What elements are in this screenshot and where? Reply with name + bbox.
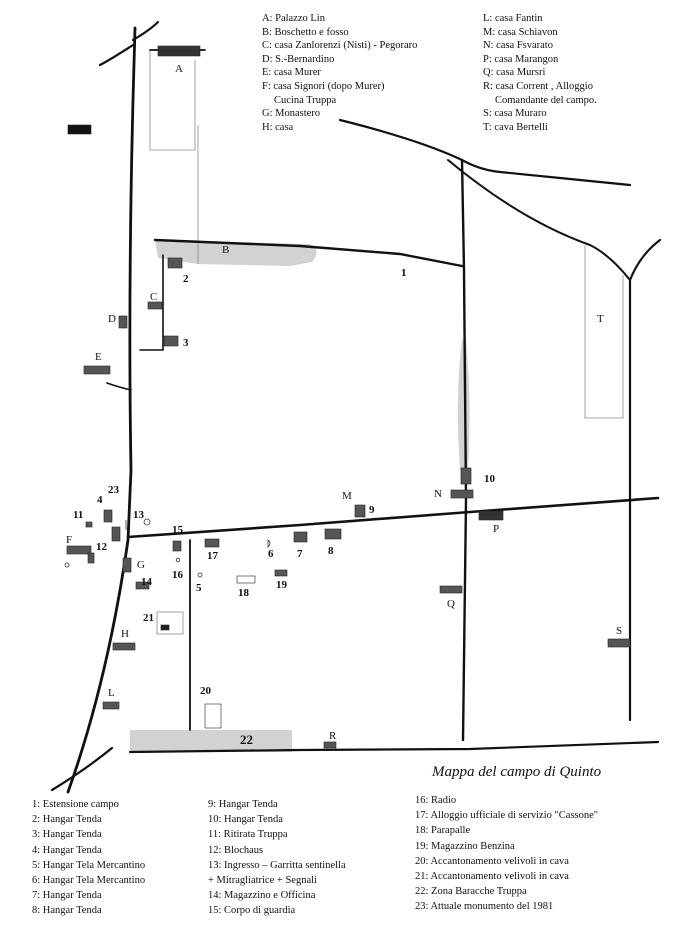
- map-label-21: 21: [143, 612, 154, 624]
- map-label-5: 5: [196, 582, 202, 594]
- map-label-7: 7: [297, 548, 303, 560]
- legend-entry: 9: Hangar Tenda: [208, 799, 278, 810]
- legend-entry: L: casa Fantin: [483, 13, 543, 24]
- map-label-3: 3: [183, 337, 189, 349]
- building-18: [237, 576, 255, 583]
- map-label-n: N: [434, 488, 442, 500]
- building-4: [104, 510, 112, 522]
- legend-entry: 2: Hangar Tenda: [32, 814, 102, 826]
- map-label-c: C: [150, 291, 158, 303]
- building-20: [205, 704, 221, 728]
- legend-entry: H: casa: [262, 121, 294, 133]
- building-l: [103, 702, 119, 709]
- legend-entry: N: casa Fsvarato: [483, 40, 553, 52]
- map-label-g: G: [137, 559, 145, 571]
- building-p: [479, 511, 503, 520]
- legend-entry: F: casa Signori (dopo Murer): [262, 80, 385, 92]
- building-15: [173, 541, 181, 551]
- map-label-6: 6: [268, 548, 274, 560]
- map-label-12: 12: [96, 541, 107, 553]
- map-label-h: H: [121, 628, 129, 640]
- legend-entry: 12: Blochaus: [208, 844, 264, 856]
- outline-cava-21: [157, 612, 183, 634]
- legend-entry: E: casa Murer: [262, 67, 321, 79]
- map-label-b: B: [222, 244, 230, 256]
- building-2: [168, 258, 182, 268]
- map-label-13: 13: [133, 509, 144, 521]
- building-3: [164, 336, 178, 346]
- legend-entry: 17: Alloggio ufficiale di servizio "Cassone": [415, 810, 599, 822]
- map-label-p: P: [493, 523, 500, 535]
- thin-outlines: [150, 50, 623, 634]
- building-c: [148, 302, 162, 309]
- legend-entry: C: casa Zanlorenzi (Nisti) - Pegoraro: [262, 40, 418, 52]
- building-12: [112, 527, 120, 541]
- legend-entry: 4: Hangar Tenda: [32, 844, 102, 856]
- marker-13: [144, 519, 150, 525]
- legend-entry: 22: Zona Baracche Truppa: [415, 886, 527, 898]
- building-r: [324, 742, 336, 748]
- legend-entry: 14: Magazzino e Officina: [208, 890, 316, 902]
- map-label-r: R: [329, 730, 337, 742]
- legend-entry: P: casa Marangon: [483, 53, 559, 65]
- map-labels: [66, 63, 622, 747]
- legend-entry: 3: Hangar Tenda: [32, 829, 102, 841]
- letter-legend-right: [483, 12, 597, 134]
- map-label-22: 22: [240, 732, 253, 747]
- legend-entry: 13: Ingresso – Garritta sentinella: [208, 859, 346, 871]
- legend-entry: 21: Accantonamento velivoli in cava: [415, 871, 569, 883]
- building-e: [84, 366, 110, 374]
- legend-entry: G: Monastero: [262, 108, 321, 120]
- roads: [52, 22, 660, 792]
- marker-6: [268, 540, 270, 547]
- legend-entry: 6: Hangar Tela Mercantino: [32, 875, 146, 887]
- building-11: [86, 522, 92, 527]
- building-7: [294, 532, 307, 542]
- number-legend-col2: [208, 797, 346, 919]
- legend-entry: 1: Estensione campo: [32, 799, 119, 810]
- building-21: [161, 625, 169, 630]
- road-central-east: [128, 498, 658, 537]
- road-west-top-left: [100, 45, 133, 65]
- building-10: [461, 468, 471, 484]
- legend-entry: A: Palazzo Lin: [262, 13, 325, 24]
- map-label-t: T: [597, 313, 604, 325]
- number-legend-col3: [415, 793, 598, 915]
- legend-entry: Q: casa Mursri: [483, 67, 546, 79]
- building-q: [440, 586, 462, 593]
- building-8: [325, 529, 341, 539]
- number-legend-col1: [32, 797, 145, 919]
- map-label-17: 17: [207, 550, 218, 562]
- outline-cava-bertelli: [585, 245, 623, 418]
- map-label-1: 1: [401, 267, 407, 279]
- legend-entry: Comandante del campo.: [495, 94, 597, 106]
- legend-entry: 7: Hangar Tenda: [32, 890, 102, 902]
- legend-entry: 15: Corpo di guardia: [208, 905, 296, 917]
- map-label-m: M: [342, 490, 352, 502]
- legend-entry: R: casa Corrent , Alloggio: [483, 80, 593, 92]
- building-m: [355, 505, 365, 517]
- marker-16: [176, 558, 180, 562]
- road-west-main: [68, 28, 135, 792]
- map-label-4: 4: [97, 494, 103, 506]
- legend-entry: 5: Hangar Tela Mercantino: [32, 859, 146, 871]
- legend-entry: 18: Parapalle: [415, 825, 471, 837]
- buildings: [67, 46, 630, 748]
- building-unlabeled-nw: [68, 125, 91, 134]
- map-label-18: 18: [238, 587, 249, 599]
- map-label-9: 9: [369, 504, 375, 516]
- map-label-s: S: [616, 625, 623, 637]
- outline-palazzo-lin: [150, 50, 195, 150]
- map-label-l: L: [108, 687, 115, 699]
- map-title: Mappa del campo di Quinto: [432, 764, 602, 780]
- shaded-area-baracche: [130, 730, 292, 752]
- road-east-branch-left: [590, 245, 630, 280]
- map-label-10: 10: [484, 473, 495, 485]
- building-g: [123, 558, 131, 572]
- legend-entry: 8: Hangar Tenda: [32, 905, 102, 917]
- map-label-e: E: [95, 351, 102, 363]
- building-h: [113, 643, 135, 650]
- legend-entry: + Mitragliatrice + Segnali: [208, 875, 317, 887]
- road-northeast-1: [448, 160, 590, 245]
- map-label-14: 14: [141, 576, 152, 588]
- road-e-spur: [107, 383, 131, 390]
- building-a: [158, 46, 200, 56]
- legend-entry: 16: Radio: [415, 795, 457, 806]
- map-label-8: 8: [328, 545, 334, 557]
- legend-entry: B: Boschetto e fosso: [262, 26, 349, 38]
- legend-entry: S: casa Muraro: [483, 108, 547, 120]
- map-label-d: D: [108, 313, 116, 325]
- map-label-f: F: [66, 534, 73, 546]
- legend-entry: M: casa Schiavon: [483, 26, 558, 38]
- map-label-20: 20: [200, 685, 211, 697]
- map-label-11: 11: [73, 509, 84, 521]
- map-label-16: 16: [172, 569, 183, 581]
- legend-entry: D: S.-Bernardino: [262, 53, 335, 65]
- road-west-top-right: [133, 22, 158, 40]
- marker-5: [198, 573, 202, 577]
- marker-f-well: [65, 563, 69, 567]
- map-label-a: A: [175, 63, 183, 75]
- building-d: [119, 316, 127, 328]
- map-label-q: Q: [447, 598, 455, 610]
- building-19: [275, 570, 287, 576]
- letter-legend-left: [262, 12, 417, 134]
- map-label-15: 15: [172, 524, 183, 536]
- legend-entry: 11: Ritirata Truppa: [208, 829, 288, 841]
- shaded-areas: [130, 240, 470, 752]
- legend-entry: 20: Accantonamento velivoli in cava: [415, 855, 569, 867]
- legend-entry: 10: Hangar Tenda: [208, 814, 283, 826]
- building-f: [67, 546, 91, 554]
- map-label-23: 23: [108, 484, 119, 496]
- building-f-annex: [88, 553, 94, 563]
- building-17: [205, 539, 219, 547]
- building-n: [451, 490, 473, 498]
- legend-entry: 19: Magazzino Benzina: [415, 840, 515, 852]
- building-s: [608, 639, 630, 647]
- map-label-2: 2: [183, 273, 189, 285]
- legend-entry: 23: Attuale monumento del 1981: [415, 901, 554, 913]
- road-east-branch-right: [630, 240, 660, 280]
- map-label-19: 19: [276, 579, 287, 591]
- legend-entry: T: cava Bertelli: [483, 121, 548, 133]
- legend-entry: Cucina Truppa: [274, 94, 337, 106]
